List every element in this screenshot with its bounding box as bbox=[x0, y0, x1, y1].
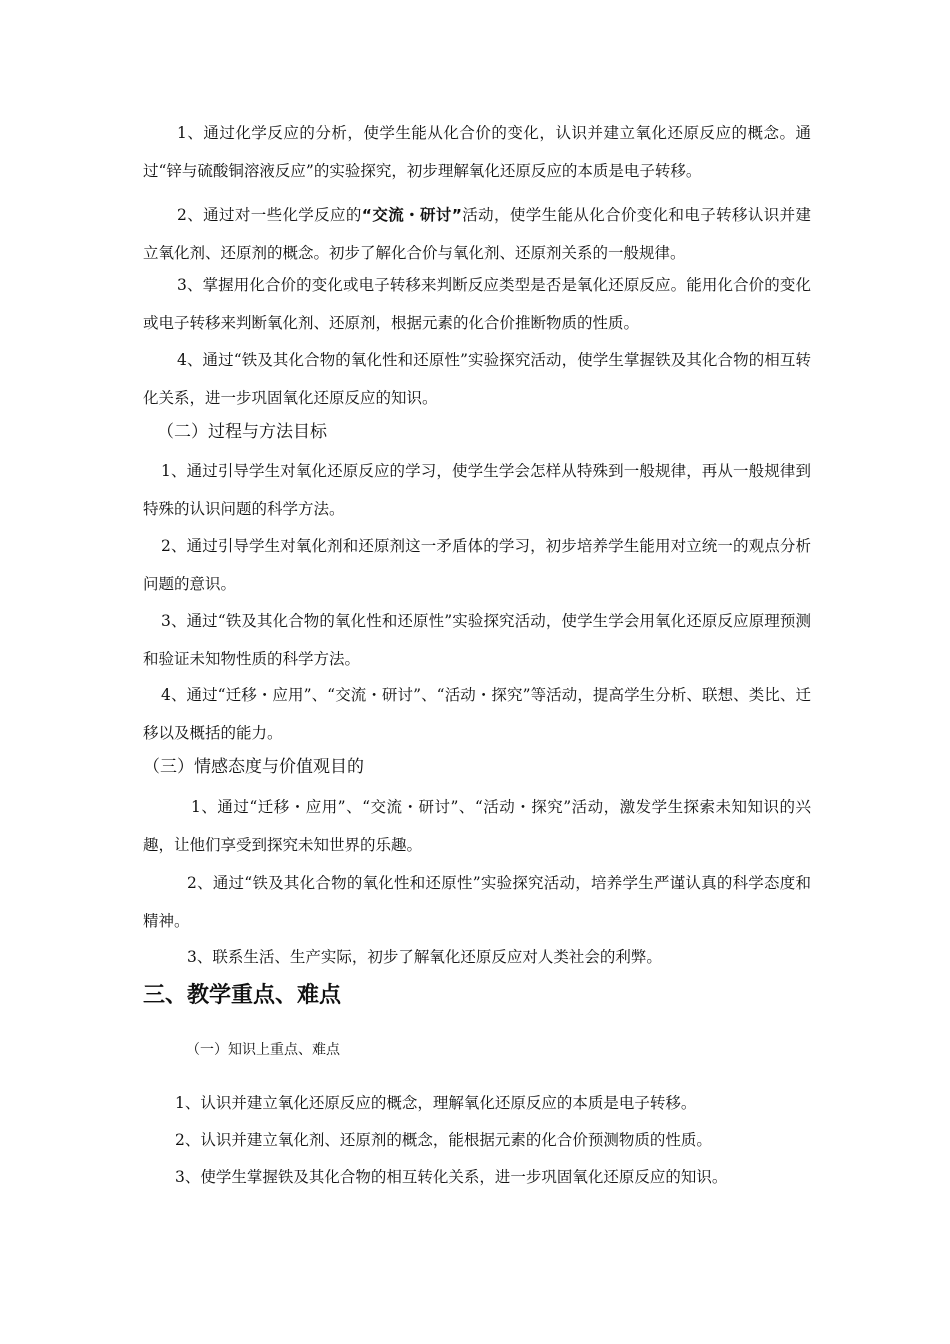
process-goal-2: 2、通过引导学生对氧化剂和还原剂这一矛盾体的学习，初步培养学生能用对立统一的观点分析问题的意识。 bbox=[143, 537, 811, 593]
knowledge-goal-2 bbox=[143, 196, 811, 272]
emotion-goal-3: 3、联系生活、生产实际，初步了解氧化还原反应对人类社会的利弊。 bbox=[187, 948, 662, 966]
section3-subheading: （一）知识上重点、难点 bbox=[186, 1042, 340, 1058]
emotion-heading: （三）情感态度与价值观目的 bbox=[143, 757, 364, 777]
knowledge-goal-2-rest: 活动，使学生能从化合价变化和电子转移认识并建立氧化剂、还原剂的概念。初步了解化合价与氧化剂、还原剂关系的一般规律。 bbox=[143, 206, 811, 262]
section3-title: 三、教学重点、难点 bbox=[143, 983, 342, 1008]
key-point-2: 2、认识并建立氧化剂、还原剂的概念，能根据元素的化合价预测物质的性质。 bbox=[175, 1131, 712, 1149]
key-point-3: 3、使学生掌握铁及其化合物的相互转化关系，进一步巩固氧化还原反应的知识。 bbox=[175, 1168, 728, 1186]
knowledge-goal-2-bold: “交流・研讨” bbox=[361, 206, 462, 224]
process-goal-3: 3、通过“铁及其化合物的氧化性和还原性”实验探究活动，使学生学会用氧化还原反应原理预测和验证未知物性质的科学方法。 bbox=[143, 612, 811, 668]
knowledge-goal-4: 4、通过“铁及其化合物的氧化性和还原性”实验探究活动，使学生掌握铁及其化合物的相互转化关系，进一步巩固氧化还原反应的知识。 bbox=[143, 351, 811, 407]
process-heading: （二）过程与方法目标 bbox=[157, 422, 327, 442]
emotion-goal-1: 1、通过“迁移・应用”、“交流・研讨”、“活动・探究”活动，激发学生探索未知知识的兴趣，让他们享受到探究未知世界的乐趣。 bbox=[143, 798, 811, 854]
emotion-goal-2: 2、通过“铁及其化合物的氧化性和还原性”实验探究活动，培养学生严谨认真的科学态度和精神。 bbox=[143, 874, 811, 930]
process-goal-1: 1、通过引导学生对氧化还原反应的学习，使学生学会怎样从特殊到一般规律，再从一般规律到特殊的认识问题的科学方法。 bbox=[143, 462, 811, 518]
knowledge-goal-2-lead: 2、通过对一些化学反应的 bbox=[177, 206, 362, 224]
key-point-1: 1、认识并建立氧化还原反应的概念，理解氧化还原反应的本质是电子转移。 bbox=[175, 1094, 697, 1112]
knowledge-goal-3: 3、掌握用化合价的变化或电子转移来判断反应类型是否是氧化还原反应。能用化合价的变化或电子转移来判断氧化剂、还原剂，根据元素的化合价推断物质的性质。 bbox=[143, 276, 811, 332]
knowledge-goal-1: 1、通过化学反应的分析，使学生能从化合价的变化，认识并建立氧化还原反应的概念。通过“锌与硫酸铜溶液反应”的实验探究，初步理解氧化还原反应的本质是电子转移。 bbox=[143, 124, 811, 180]
process-goal-4: 4、通过“迁移・应用”、“交流・研讨”、“活动・探究”等活动，提高学生分析、联想、类比、迁移以及概括的能力。 bbox=[143, 686, 811, 742]
